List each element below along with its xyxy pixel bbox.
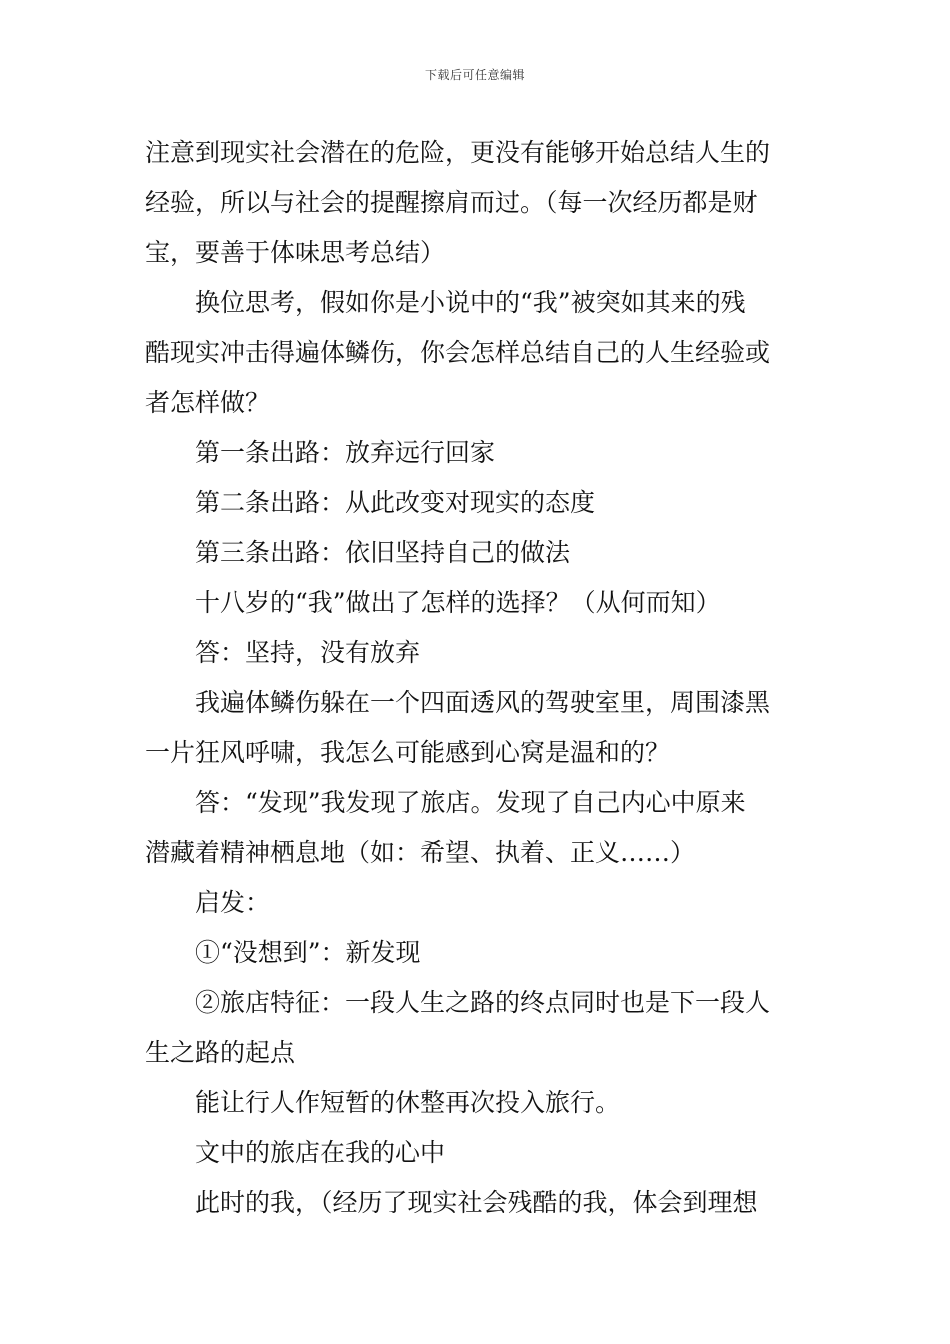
text-line: ①“没想到”：新发现: [195, 938, 421, 967]
paragraph: [145, 878, 810, 928]
text-line: 十八岁的“我”做出了怎样的选择？（从何而知）: [195, 588, 721, 617]
text-line: 生之路的起点: [145, 1038, 296, 1067]
text-line: 此时的我，（经历了现实社会残酷的我，体会到理想: [195, 1188, 758, 1217]
text-line: ②旅店特征：一段人生之路的终点同时也是下一段人: [195, 988, 771, 1017]
text-line: 第三条出路：依旧坚持自己的做法: [195, 538, 571, 567]
paragraph: [145, 628, 810, 678]
text-line: 宝，要善于体味思考总结）: [145, 238, 446, 267]
paragraph: [145, 928, 810, 978]
paragraph: [145, 278, 810, 428]
paragraph: [145, 478, 810, 528]
text-line: 第二条出路：从此改变对现实的态度: [195, 488, 596, 517]
text-line: 潜藏着精神栖息地（如：希望、执着、正义……）: [145, 838, 696, 867]
text-line: 经验，所以与社会的提醒擦肩而过。（每一次经历都是财: [145, 188, 758, 217]
text-line: 一片狂风呼啸，我怎么可能感到心窝是温和的？: [145, 738, 671, 767]
text-line: 者怎样做？: [145, 388, 271, 417]
paragraph: [145, 528, 810, 578]
paragraph: [145, 578, 810, 628]
paragraph: [145, 128, 810, 278]
document-body: [145, 128, 810, 1228]
paragraph: [145, 978, 810, 1078]
text-line: 注意到现实社会潜在的危险，更没有能够开始总结人生的: [145, 138, 771, 167]
page-header: 下载后可任意编辑: [424, 68, 525, 82]
text-line: 答：坚持，没有放弃: [195, 638, 421, 667]
paragraph: [145, 1078, 810, 1128]
paragraph: [145, 1178, 810, 1228]
text-line: 能让行人作短暂的休整再次投入旅行。: [195, 1088, 621, 1117]
paragraph: [145, 778, 810, 878]
text-line: 酷现实冲击得遍体鳞伤，你会怎样总结自己的人生经验或: [145, 338, 771, 367]
text-line: 答：“发现”我发现了旅店。发现了自己内心中原来: [195, 788, 746, 817]
text-line: 换位思考，假如你是小说中的“我”被突如其来的残: [195, 288, 746, 317]
text-line: 我遍体鳞伤躲在一个四面透风的驾驶室里，周围漆黑: [195, 688, 771, 717]
paragraph: [145, 1128, 810, 1178]
text-line: 文中的旅店在我的心中: [195, 1138, 446, 1167]
text-line: 第一条出路：放弃远行回家: [195, 438, 496, 467]
text-line: 启发：: [195, 888, 271, 917]
paragraph: [145, 428, 810, 478]
paragraph: [145, 678, 810, 778]
